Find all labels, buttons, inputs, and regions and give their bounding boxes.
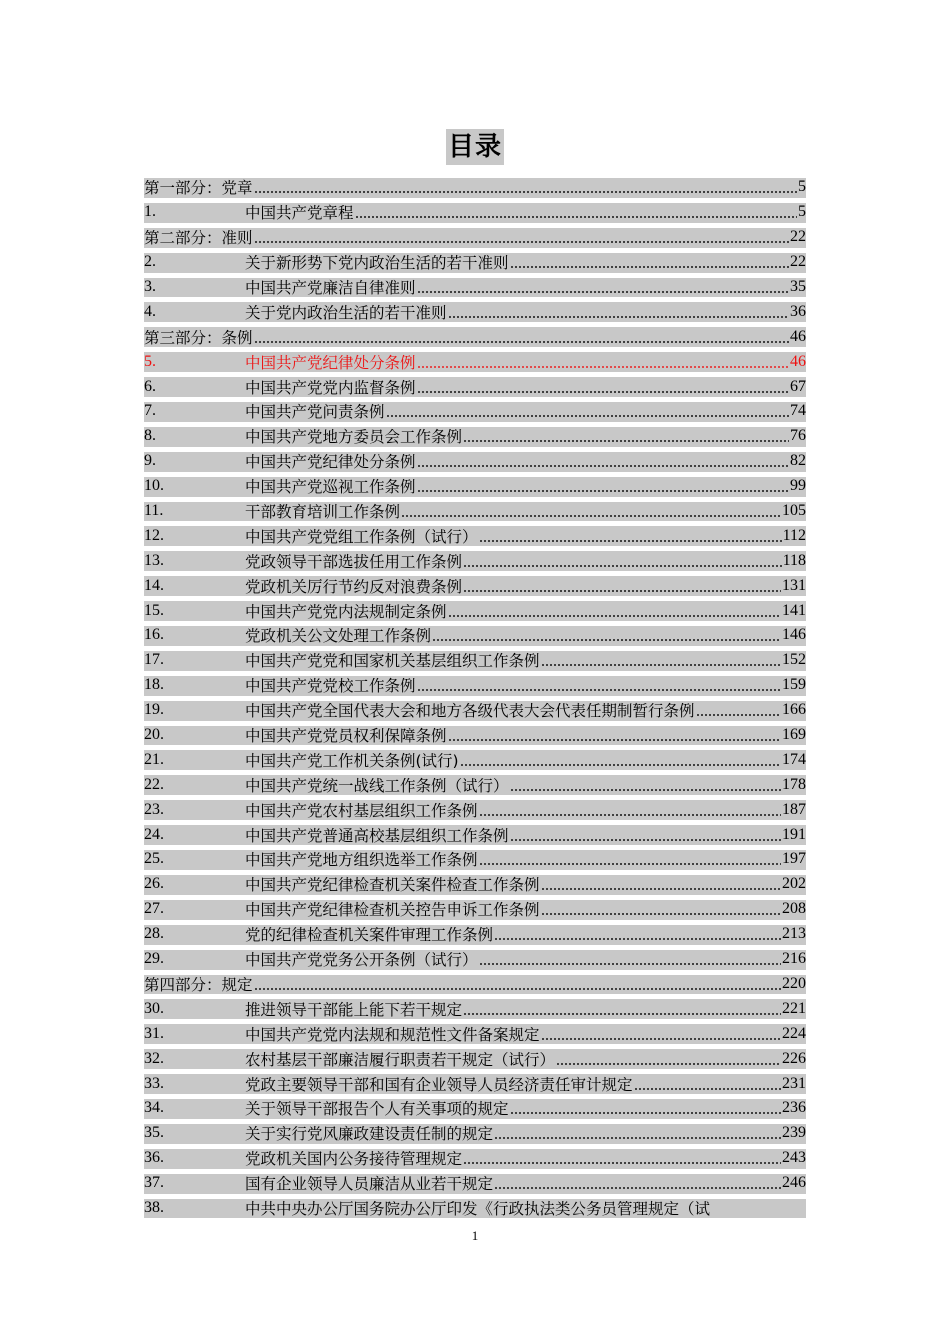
- toc-dot-leader: [463, 553, 782, 569]
- toc-entry-label: 中共中央办公厅国务院办公厅印发《行政执法类公务员管理规定（试: [245, 1199, 711, 1218]
- toc-dot-leader: [401, 503, 781, 519]
- toc-entry[interactable]: [144, 872, 806, 897]
- toc-dot-leader: [463, 428, 789, 444]
- toc-dot-leader: [463, 578, 781, 594]
- toc-part-label: 第二部分：准则: [144, 229, 253, 248]
- toc-part-label: 第一部分：党章: [144, 179, 253, 198]
- toc-entry[interactable]: [144, 424, 806, 449]
- toc-entry-number: 32.: [144, 1049, 164, 1067]
- toc-entry-number: 6.: [144, 377, 156, 395]
- toc-entry-number: 35.: [144, 1124, 164, 1142]
- toc-entry[interactable]: [144, 723, 806, 748]
- toc-dot-leader: [494, 926, 781, 942]
- toc-page-number: 216: [782, 950, 806, 968]
- toc-dot-leader: [696, 702, 781, 718]
- toc-part-heading[interactable]: [144, 324, 806, 349]
- toc-dot-leader: [510, 254, 789, 270]
- toc-page-number: 231: [782, 1074, 806, 1092]
- toc-entry[interactable]: [144, 1046, 806, 1071]
- toc-part-label: 第三部分：条例: [144, 328, 253, 347]
- toc-entry[interactable]: [144, 1071, 806, 1096]
- toc-dot-leader: [417, 379, 789, 395]
- toc-dot-leader: [541, 876, 781, 892]
- toc-dot-leader: [355, 204, 797, 220]
- toc-page-number: 146: [782, 626, 806, 644]
- toc-entry-label: 中国共产党普通高校基层组织工作条例: [245, 826, 509, 845]
- toc-entry-label: 中国共产党章程: [245, 204, 354, 223]
- toc-dot-leader: [254, 179, 797, 195]
- toc-dot-leader: [556, 1051, 781, 1067]
- toc-entry-label: 中国共产党党内监督条例: [245, 378, 416, 397]
- toc-entry-label: 中国共产党统一战线工作条例（试行）: [245, 776, 509, 795]
- toc-entry-number: 5.: [144, 352, 156, 370]
- toc-dot-leader: [479, 528, 782, 544]
- toc-dot-leader: [541, 901, 781, 917]
- toc-page-number: 243: [782, 1149, 806, 1167]
- toc-page-number: 239: [782, 1124, 806, 1142]
- toc-entry[interactable]: [144, 349, 806, 374]
- toc-page-number: 5: [798, 203, 806, 221]
- toc-page-number: 22: [790, 253, 806, 271]
- toc-entry-label: 中国共产党地方委员会工作条例: [245, 428, 463, 447]
- toc-entry-number: 1.: [144, 203, 156, 221]
- toc-entry-number: 36.: [144, 1149, 164, 1167]
- toc-entry-number: 22.: [144, 775, 164, 793]
- toc-entry-label: 关于新形势下党内政治生活的若干准则: [245, 254, 509, 273]
- toc-entry[interactable]: [144, 250, 806, 275]
- toc-entry[interactable]: [144, 548, 806, 573]
- toc-dot-leader: [634, 1076, 781, 1092]
- toc-entry[interactable]: [144, 374, 806, 399]
- toc-entry[interactable]: [144, 449, 806, 474]
- toc-entry-label: 党政机关国内公务接待管理规定: [245, 1150, 463, 1169]
- toc-entry-number: 19.: [144, 701, 164, 719]
- toc-entry-label: 党的纪律检查机关案件审理工作条例: [245, 926, 494, 945]
- toc-entry-label: 关于党内政治生活的若干准则: [245, 303, 447, 322]
- toc-dot-leader: [541, 652, 781, 668]
- toc-entry-number: 2.: [144, 253, 156, 271]
- toc-page-number: 169: [782, 726, 806, 744]
- toc-page-number: 226: [782, 1049, 806, 1067]
- toc-dot-leader: [510, 777, 781, 793]
- toc-entry-number: 12.: [144, 526, 164, 544]
- toc-entry[interactable]: [144, 1196, 806, 1221]
- toc-entry-label: 中国共产党农村基层组织工作条例: [245, 801, 478, 820]
- toc-entry[interactable]: [144, 897, 806, 922]
- toc-entry-number: 18.: [144, 676, 164, 694]
- toc-entry-number: 26.: [144, 875, 164, 893]
- toc-entry[interactable]: [144, 598, 806, 623]
- toc-entry-label: 中国共产党党组工作条例（试行）: [245, 527, 478, 546]
- toc-page-number: 213: [782, 925, 806, 943]
- toc-entry-label: 党政领导干部选拔任用工作条例: [245, 552, 463, 571]
- toc-entry-number: 31.: [144, 1024, 164, 1042]
- toc-page-number: 99: [790, 477, 806, 495]
- toc-entry-number: 33.: [144, 1074, 164, 1092]
- toc-entry-label: 中国共产党地方组织选举工作条例: [245, 851, 478, 870]
- toc-page-number: 74: [790, 402, 806, 420]
- toc-page-number: 221: [782, 999, 806, 1017]
- toc-dot-leader: [386, 403, 789, 419]
- toc-entry-number: 17.: [144, 651, 164, 669]
- toc-dot-leader: [417, 453, 789, 469]
- toc-entry[interactable]: [144, 947, 806, 972]
- toc-entry-number: 8.: [144, 427, 156, 445]
- toc-entry-label: 干部教育培训工作条例: [245, 503, 401, 522]
- toc-dot-leader: [417, 354, 789, 370]
- toc-dot-leader: [417, 279, 789, 295]
- toc-entry-number: 30.: [144, 999, 164, 1017]
- page-number-footer: 1: [471, 1228, 479, 1243]
- toc-entry[interactable]: [144, 772, 806, 797]
- toc-entry[interactable]: [144, 996, 806, 1021]
- toc-entry-label: 中国共产党巡视工作条例: [245, 478, 416, 497]
- toc-page-number: 187: [782, 800, 806, 818]
- toc-entry[interactable]: [144, 847, 806, 872]
- toc-entry-label: 党政机关公文处理工作条例: [245, 627, 432, 646]
- toc-entry-number: 14.: [144, 576, 164, 594]
- toc-title-wrap: [0, 129, 950, 165]
- toc-entry[interactable]: [144, 623, 806, 648]
- toc-entry-label: 关于领导干部报告个人有关事项的规定: [245, 1100, 509, 1119]
- toc-entry-number: 15.: [144, 601, 164, 619]
- toc-page-number: 224: [782, 1024, 806, 1042]
- toc-dot-leader: [254, 976, 781, 992]
- toc-entry-label: 推进领导干部能上能下若干规定: [245, 1000, 463, 1019]
- toc-page-number: 166: [782, 701, 806, 719]
- toc-entry-number: 29.: [144, 950, 164, 968]
- toc-dot-leader: [460, 752, 781, 768]
- toc-entry[interactable]: [144, 573, 806, 598]
- toc-entry-label: 中国共产党工作机关条例(试行): [245, 751, 459, 770]
- toc-page-number: 105: [782, 502, 806, 520]
- toc-entry-number: 13.: [144, 551, 164, 569]
- toc-page-number: 46: [790, 352, 806, 370]
- toc-entry-label: 中国共产党纪律检查机关案件检查工作条例: [245, 876, 540, 895]
- toc-entry-number: 21.: [144, 750, 164, 768]
- toc-dot-leader: [463, 1001, 781, 1017]
- toc-part-heading[interactable]: [144, 225, 806, 250]
- toc-part-label: 第四部分：规定: [144, 975, 253, 994]
- toc-entry-label: 中国共产党全国代表大会和地方各级代表大会代表任期制暂行条例: [245, 702, 695, 721]
- toc-dot-leader: [510, 1100, 781, 1116]
- toc-entry[interactable]: [144, 1171, 806, 1196]
- toc-entry-number: 10.: [144, 477, 164, 495]
- toc-dot-leader: [510, 827, 781, 843]
- toc-dot-leader: [448, 603, 781, 619]
- toc-dot-leader: [479, 951, 781, 967]
- toc-entry-number: 7.: [144, 402, 156, 420]
- toc-page-number: 112: [782, 526, 806, 544]
- toc-page-number: 246: [782, 1174, 806, 1192]
- toc-entry[interactable]: [144, 673, 806, 698]
- toc-entry-label: 中国共产党党务公开条例（试行）: [245, 951, 478, 970]
- toc-entry-label: 党政主要领导干部和国有企业领导人员经济责任审计规定: [245, 1075, 633, 1094]
- toc-part-heading[interactable]: [144, 175, 806, 200]
- toc-entry[interactable]: [144, 1096, 806, 1121]
- toc-page-number: 141: [782, 601, 806, 619]
- toc-page-number: 82: [790, 452, 806, 470]
- toc-entry-label: 中国共产党纪律检查机关控告申诉工作条例: [245, 901, 540, 920]
- toc-page-number: 152: [782, 651, 806, 669]
- toc-page-number: 131: [782, 576, 806, 594]
- table-of-contents: [144, 175, 806, 1220]
- toc-entry-number: 16.: [144, 626, 164, 644]
- toc-page-number: 67: [790, 377, 806, 395]
- toc-entry-number: 25.: [144, 850, 164, 868]
- toc-title: 目录: [446, 129, 504, 165]
- toc-page-number: 35: [790, 278, 806, 295]
- toc-page-number: 220: [782, 974, 806, 992]
- toc-page-number: 236: [782, 1099, 806, 1117]
- toc-entry-label: 中国共产党党校工作条例: [245, 677, 416, 696]
- toc-entry-label: 中国共产党廉洁自律准则: [245, 279, 416, 297]
- toc-dot-leader: [494, 1175, 781, 1191]
- toc-entry-label: 关于实行党风廉政建设责任制的规定: [245, 1125, 494, 1144]
- toc-entry[interactable]: [144, 698, 806, 723]
- toc-entry-label: 中国共产党纪律处分条例: [245, 353, 416, 372]
- toc-entry-number: 34.: [144, 1099, 164, 1117]
- toc-dot-leader: [463, 1150, 781, 1166]
- toc-entry-number: 20.: [144, 726, 164, 744]
- toc-dot-leader: [479, 851, 781, 867]
- toc-entry[interactable]: [144, 648, 806, 673]
- toc-page-number: 197: [782, 850, 806, 868]
- toc-page-number: 191: [782, 825, 806, 843]
- toc-entry-label: 党政机关厉行节约反对浪费条例: [245, 577, 463, 596]
- toc-entry[interactable]: [144, 499, 806, 524]
- toc-entry-label: 农村基层干部廉洁履行职责若干规定（试行）: [245, 1050, 556, 1069]
- toc-entry[interactable]: [144, 299, 806, 324]
- toc-entry[interactable]: [144, 922, 806, 947]
- toc-entry[interactable]: [144, 1121, 806, 1146]
- toc-dot-leader: [541, 1026, 781, 1042]
- toc-page-number: 76: [790, 427, 806, 445]
- toc-page-number: 36: [790, 302, 806, 320]
- toc-dot-leader: [479, 802, 781, 818]
- toc-entry-label: 中国共产党问责条例: [245, 403, 385, 422]
- toc-entry-label: 中国共产党党内法规和规范性文件备案规定: [245, 1025, 540, 1044]
- toc-page-number: 5: [798, 178, 806, 196]
- toc-entry[interactable]: [144, 797, 806, 822]
- toc-entry[interactable]: [144, 1146, 806, 1171]
- toc-entry-number: 28.: [144, 925, 164, 943]
- toc-entry-number: 24.: [144, 825, 164, 843]
- toc-entry-number: 38.: [144, 1198, 164, 1216]
- toc-entry-label: 中国共产党纪律处分条例: [245, 453, 416, 472]
- toc-page-number: 46: [790, 327, 806, 345]
- toc-entry[interactable]: [144, 200, 806, 225]
- toc-dot-leader: [254, 229, 789, 245]
- toc-entry-number: 11.: [144, 502, 164, 520]
- toc-entry[interactable]: [144, 747, 806, 772]
- toc-dot-leader: [494, 1125, 781, 1141]
- toc-dot-leader: [448, 304, 789, 320]
- toc-entry[interactable]: [144, 1021, 806, 1046]
- toc-page-number: 22: [790, 228, 806, 246]
- toc-entry[interactable]: [144, 523, 806, 548]
- toc-page-number: 118: [782, 551, 806, 569]
- toc-entry-number: 23.: [144, 800, 164, 818]
- toc-page-number: 178: [782, 775, 806, 793]
- toc-page-number: 202: [782, 875, 806, 893]
- toc-page-number: 174: [782, 750, 806, 768]
- toc-entry-label: 中国共产党党内法规制定条例: [245, 602, 447, 621]
- toc-part-heading[interactable]: [144, 972, 806, 997]
- toc-dot-leader: [432, 627, 781, 643]
- toc-entry[interactable]: [144, 275, 806, 300]
- toc-dot-leader: [417, 478, 789, 494]
- toc-entry-number: 37.: [144, 1174, 164, 1192]
- toc-entry-number: 9.: [144, 452, 156, 470]
- toc-entry-label: 中国共产党党和国家机关基层组织工作条例: [245, 652, 540, 671]
- toc-entry-label: 国有企业领导人员廉洁从业若干规定: [245, 1175, 494, 1194]
- toc-dot-leader: [417, 677, 781, 693]
- toc-entry-number: 4.: [144, 302, 156, 320]
- toc-entry-number: 3.: [144, 278, 156, 295]
- toc-dot-leader: [448, 727, 781, 743]
- toc-entry-number: 27.: [144, 900, 164, 918]
- toc-page-number: 208: [782, 900, 806, 918]
- toc-entry[interactable]: [144, 822, 806, 847]
- toc-dot-leader: [254, 329, 789, 345]
- toc-entry-label: 中国共产党党员权利保障条例: [245, 727, 447, 746]
- toc-entry[interactable]: [144, 474, 806, 499]
- toc-page-number: 159: [782, 676, 806, 694]
- toc-entry[interactable]: [144, 399, 806, 424]
